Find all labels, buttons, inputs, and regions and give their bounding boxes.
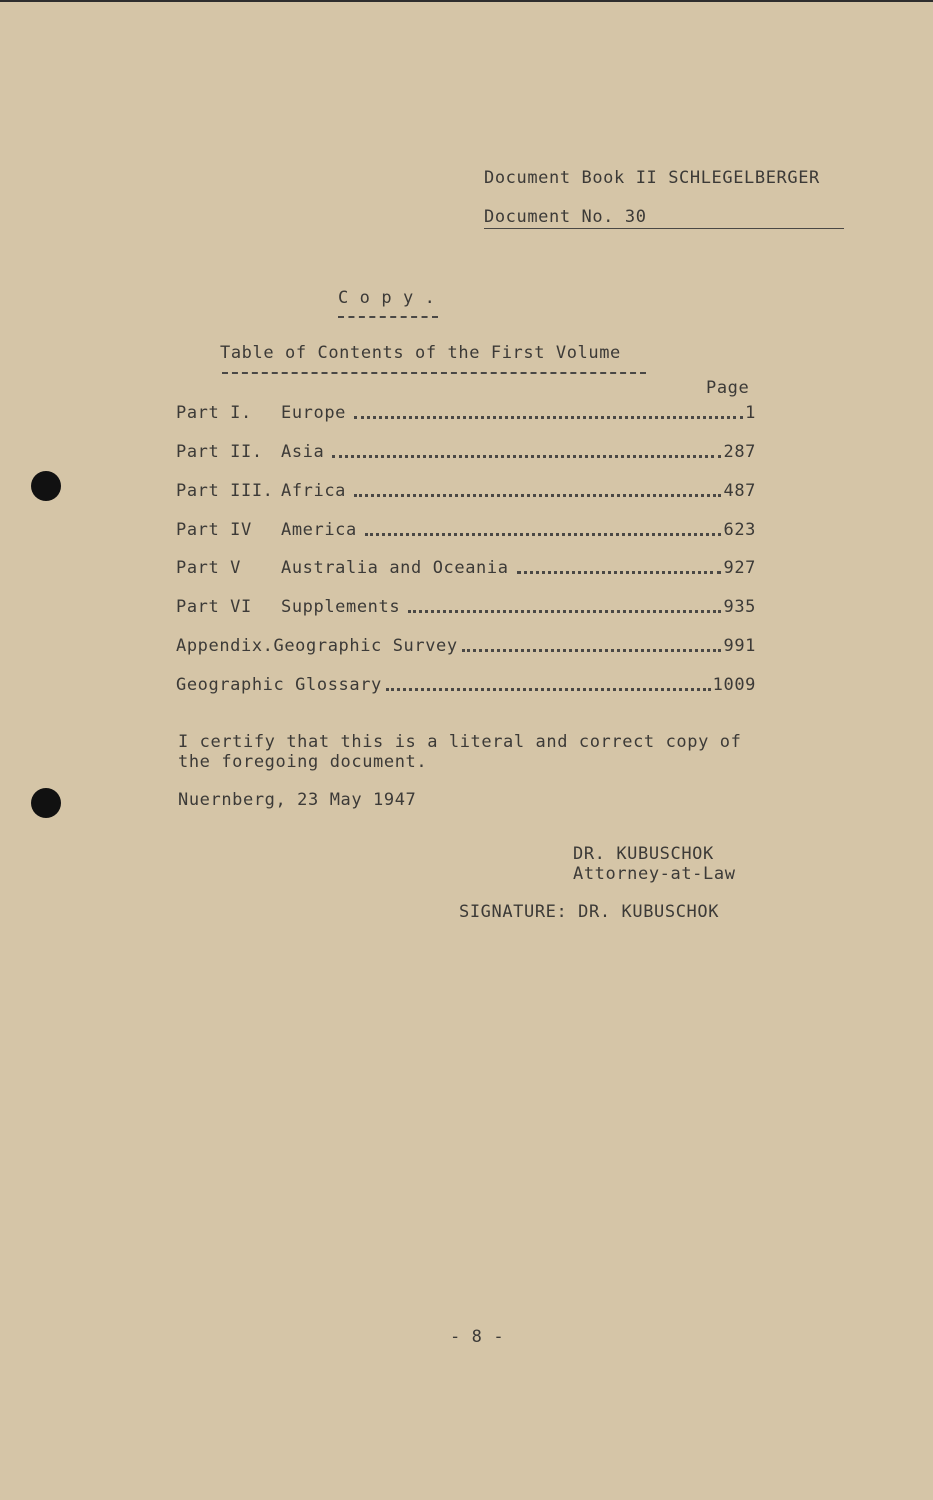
signature-line: SIGNATURE: DR. KUBUSCHOK: [459, 902, 720, 922]
page-number: - 8 -: [450, 1327, 505, 1347]
toc-page: 623: [723, 520, 756, 540]
toc-entry: [176, 517, 756, 539]
toc-entry: [176, 478, 756, 500]
certification-line-1: I certify that this is a literal and correct copy of: [178, 732, 742, 752]
toc-leader: [517, 570, 722, 574]
toc-leader: [354, 415, 743, 419]
toc-title-text: Europe: [281, 403, 347, 423]
page-column-label: Page: [706, 378, 750, 398]
toc-title-text: America: [281, 520, 357, 540]
certification-line-2: the foregoing document.: [178, 752, 428, 772]
toc-entry: [176, 633, 756, 655]
toc-entry: [176, 400, 756, 422]
copy-heading: C o p y .: [338, 288, 436, 308]
toc-part: Part V: [176, 558, 242, 578]
toc-leader: [386, 687, 711, 691]
document-number-underline: [484, 228, 844, 229]
toc-title-underline: [222, 372, 646, 374]
place-date: Nuernberg, 23 May 1947: [178, 790, 417, 810]
toc-page: 487: [723, 481, 756, 501]
toc-part: Part IV: [176, 520, 252, 540]
toc-title-text: Africa: [281, 481, 347, 501]
toc-page: 991: [723, 636, 756, 656]
toc-page: 1009: [712, 675, 756, 695]
toc-leader: [462, 648, 722, 652]
toc-page: 287: [723, 442, 756, 462]
toc-title-text: Geographic Glossary: [176, 675, 382, 695]
signatory-role: Attorney-at-Law: [573, 864, 736, 884]
toc-part: Part III.: [176, 481, 274, 501]
toc-leader: [365, 532, 722, 536]
copy-heading-underline: [338, 316, 438, 318]
toc-title-text: Appendix.Geographic Survey: [176, 636, 458, 656]
toc-entry: [176, 555, 756, 577]
toc-entry: [176, 672, 756, 694]
toc-page: 935: [723, 597, 756, 617]
toc-page: 1: [745, 403, 756, 423]
document-book-label: Document Book II SCHLEGELBERGER: [484, 168, 820, 188]
toc-title: Table of Contents of the First Volume: [220, 343, 621, 363]
toc-page: 927: [723, 558, 756, 578]
toc-leader: [354, 493, 721, 497]
toc-title-text: Supplements: [281, 597, 401, 617]
toc-part: Part VI: [176, 597, 252, 617]
toc-title-text: Australia and Oceania: [281, 558, 509, 578]
punch-hole-upper: [31, 471, 61, 501]
punch-hole-lower: [31, 788, 61, 818]
toc-entry: [176, 439, 756, 461]
toc-title-text: Asia: [281, 442, 325, 462]
signatory-name: DR. KUBUSCHOK: [573, 844, 714, 864]
toc-leader: [332, 454, 721, 458]
toc-part: Part II.: [176, 442, 263, 462]
document-number-label: Document No. 30: [484, 207, 647, 227]
toc-part: Part I.: [176, 403, 252, 423]
toc-entry: [176, 594, 756, 616]
toc-leader: [408, 609, 721, 613]
